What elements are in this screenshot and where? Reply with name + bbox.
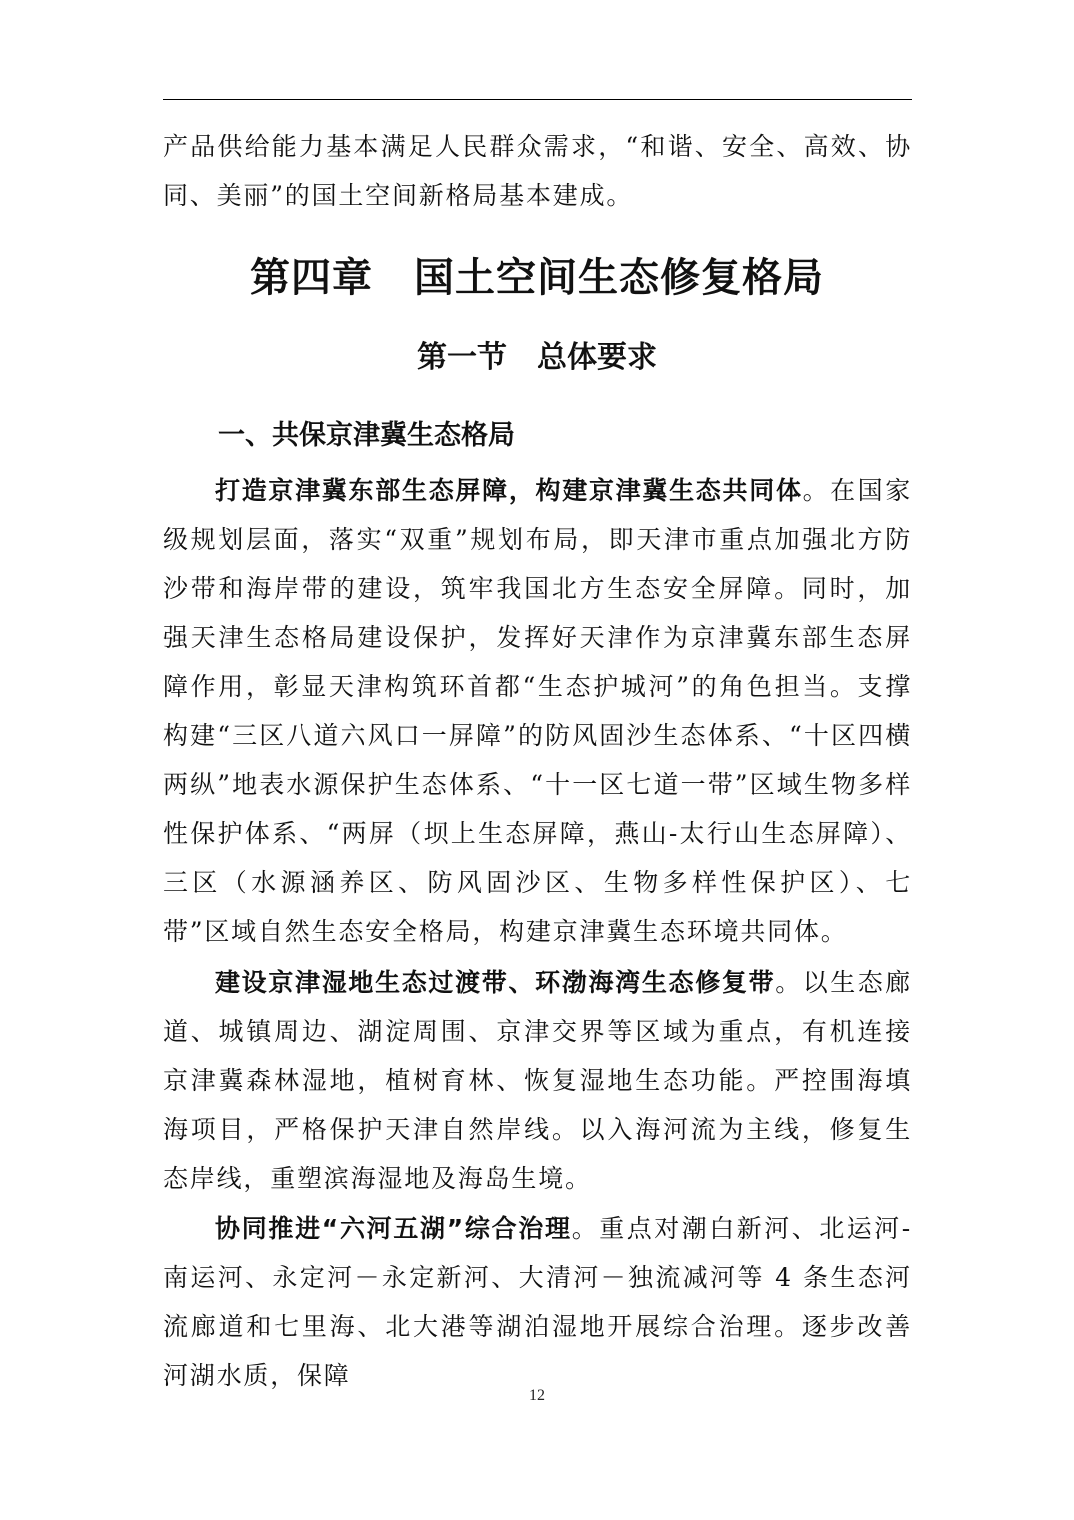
paragraph-2 [163,958,912,1203]
chapter-title: 第四章 国土空间生态修复格局 [250,255,824,301]
paragraph-3-body: 。重点对潮白新河、北运河-南运河、永定河－永定新河、大清河－独流减河等 4 条生态河流廊道和七里海、北大港等湖泊湿地开展综合治理。逐步改善河湖水质，保障 [163,1214,912,1390]
intro-paragraph: 产品供给能力基本满足人民群众需求，“和谐、安全、高效、协同、美丽”的国土空间新格局基本建成。 [163,132,912,210]
subheading: 一、共保京津冀生态格局 [218,420,515,451]
header-rule [163,99,912,100]
paragraph-1-lead: 打造京津冀东部生态屏障，构建京津冀生态共同体 [215,476,803,505]
paragraph-2-body: 。以生态廊道、城镇周边、湖淀周围、京津交界等区域为重点，有机连接京津冀森林湿地，植树育林、恢复湿地生态功能。严控围海填海项目，严格保护天津自然岸线。以入海河流为主线，修复生态岸线，重塑滨海湿地及海岛生境。 [163,968,912,1193]
paragraph-2-lead: 建设京津湿地生态过渡带、环渤海湾生态修复带 [215,968,776,997]
paragraph-3 [163,1204,912,1400]
section-title: 第一节 总体要求 [417,340,657,375]
paragraph-1-body: 。在国家级规划层面，落实“双重”规划布局，即天津市重点加强北方防沙带和海岸带的建设，筑牢我国北方生态安全屏障。同时，加强天津生态格局建设保护，发挥好天津作为京津冀东部生态屏障作用，彰显天津构筑环首都“生态护城河”的角色担当。支撑构建“三区八道六风口一屏障”的防风固沙生态体系、“十区四横两纵”地表水源保护生态体系、“十一区七道一带”区域生物多样性保护体系、“两屏（坝上生态屏障，燕山-太行山生态屏障）、三区（水源涵养区、防风固沙区、生物多样性保护区）、七带”区域自然生态安全格局，构建京津冀生态环境共同体。 [163,476,912,946]
page-number: 12 [529,1387,545,1404]
paragraph-1 [163,466,912,956]
paragraph-3-lead: 协同推进“六河五湖”综合治理 [215,1214,572,1243]
